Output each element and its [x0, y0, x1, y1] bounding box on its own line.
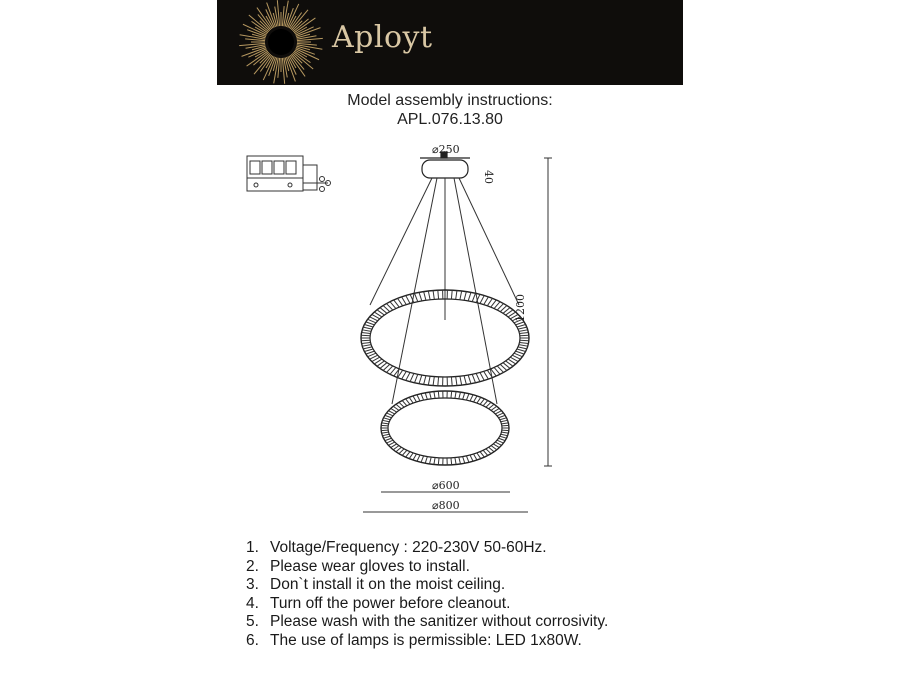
- wiring-diagram: [247, 156, 331, 192]
- list-item: 1. Voltage/Frequency : 220-230V 50-60Hz.: [246, 539, 547, 556]
- height-dimension-line: [544, 158, 552, 466]
- instructions-title: Model assembly instructions:: [347, 92, 553, 109]
- brand-name: Aployt: [332, 20, 433, 55]
- inner-diameter: ⌀600: [432, 479, 460, 492]
- list-item: 6. The use of lamps is permissible: LED 1x80W.: [246, 631, 582, 649]
- canopy-height: 40: [482, 170, 495, 184]
- list-item: 5. Please wash with the sanitizer without corrosivity.: [246, 613, 609, 631]
- height-label: 1200: [514, 294, 527, 322]
- list-item: 4. Turn off the power before cleanout.: [246, 594, 511, 612]
- outer-diameter: ⌀800: [432, 499, 460, 512]
- instructions-list: [246, 539, 608, 651]
- inner-crystal-ring: [381, 391, 509, 465]
- canopy-diameter: ⌀250: [432, 143, 460, 156]
- list-item: 3. Don`t install it on the moist ceiling.: [246, 576, 506, 594]
- model-number: APL.076.13.80: [397, 111, 503, 128]
- list-item: 2. Please wear gloves to install.: [246, 557, 470, 575]
